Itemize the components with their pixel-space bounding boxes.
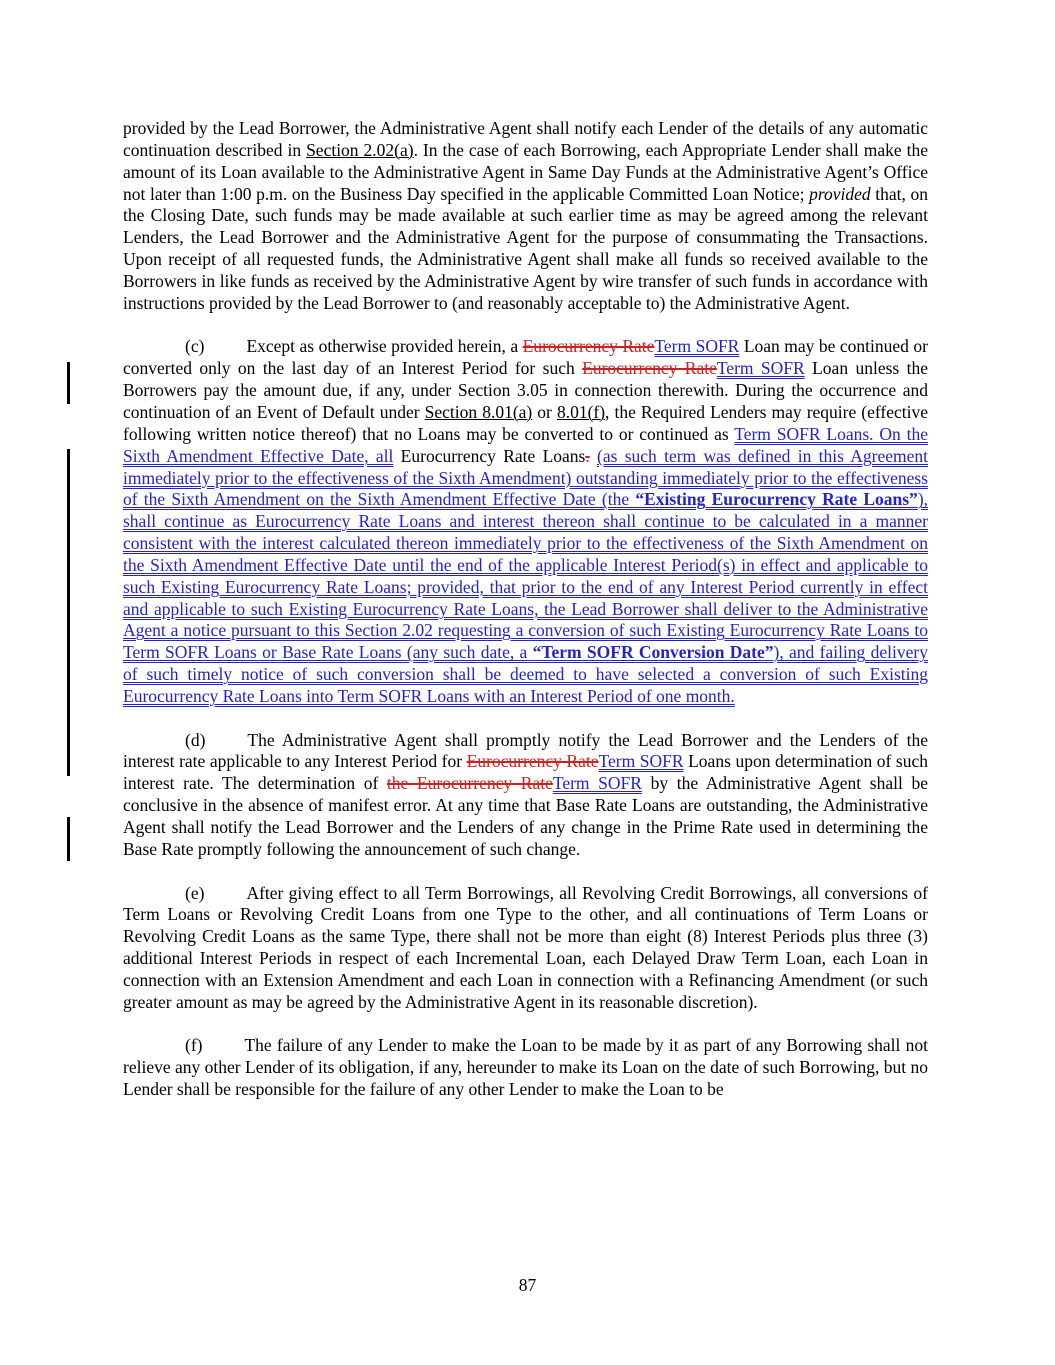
inserted-text: Term SOFR bbox=[598, 751, 684, 772]
body-text: . In the case of each Borrowing, each Appropriate Lender shall make the amount of its Loan available to the Administrative Agent in Same Day Funds at the Administrative Agent’s Office not later than 1:00 p.m. on the Business Day specified in the applicable Committed Loan Notice; bbox=[123, 139, 928, 204]
deleted-text: Eurocurrency Rate bbox=[522, 336, 655, 357]
document-body bbox=[123, 118, 928, 1123]
body-text: The Administrative Agent shall promptly notify the Lead Borrower and the Lenders of the interest rate applicable to any Interest Period for bbox=[123, 729, 928, 772]
body-text: , the Required Lenders may require (effective following written notice thereof) that no Loans may be converted to or continued as bbox=[123, 401, 929, 444]
body-text: provided by the Lead Borrower, the Administrative Agent shall notify each Lender of the details of any automatic continuation described in bbox=[123, 118, 928, 160]
body-text: or bbox=[532, 401, 557, 422]
paragraph-continuation bbox=[123, 118, 928, 315]
deleted-text: the Eurocurrency Rate bbox=[386, 773, 553, 794]
revision-bar-3 bbox=[67, 817, 70, 861]
body-text: Loan unless the Borrowers pay the amount due, if any, under Section 3.05 in connection therewith. During the occurrence and continuation of an Event of Default under bbox=[123, 358, 929, 422]
inserted-text: ), shall continue as Eurocurrency Rate Loans and interest thereon shall continue to be calculated in a manner consistent with the interest calculated thereon immediately prior to the effectiveness of the Sixth Amendment on the Sixth Amendment Effective Date until the end of the applicable Interest Period(s) in effect and applicable to such Existing Eurocurrency Rate Loans; provided, that prior to the end of any Interest Period currently in effect and applicable to such Existing Eurocurrency Rate Loans, the Lead Borrower shall deliver to the Administrative Agent a notice pursuant to this Section 2.02 requesting a conversion of such Existing Eurocurrency Rate Loans to Term SOFR Loans or Base Rate Loans (any such date, a bbox=[123, 489, 929, 663]
body-text: (d) bbox=[185, 729, 206, 750]
inserted-text: (as such term was defined in this Agreement immediately prior to the effectiveness of the Sixth Amendment) outstanding immediately prior to the effectiveness of the Sixth Amendment on the Sixth Amendment Effective Date (the bbox=[123, 445, 928, 510]
body-text: (e) bbox=[185, 882, 205, 903]
inserted-text: Term SOFR Loans. On the Sixth Amendment Effective Date, all bbox=[123, 423, 928, 466]
inserted-text: Term SOFR bbox=[654, 336, 740, 357]
body-text: (c) bbox=[185, 336, 205, 357]
body-text: Loan may be continued or converted only on the last day of an Interest Period for such bbox=[123, 336, 928, 379]
deleted-text: Eurocurrency Rate bbox=[466, 751, 599, 772]
paragraph-d bbox=[123, 730, 928, 861]
body-text: by the Administrative Agent shall be conclusive in the absence of manifest error. At any time that Base Rate Loans are outstanding, the Administrative Agent shall notify the Lead Borrower and the Lenders of any change in the Prime Rate used in determining the Base Rate promptly following the announcement of such change. bbox=[123, 773, 928, 859]
section-reference: Section 8.01(a) bbox=[424, 401, 533, 422]
body-text: Loans upon determination of such interest rate. The determination of bbox=[123, 751, 929, 794]
body-text: Eurocurrency Rate Loans bbox=[393, 445, 586, 466]
deleted-text: Eurocurrency Rate bbox=[582, 358, 717, 379]
body-text: (f) bbox=[185, 1035, 203, 1056]
revision-bar-1 bbox=[67, 362, 70, 404]
inserted-text: Term SOFR bbox=[716, 358, 805, 379]
section-reference: 8.01(f) bbox=[556, 401, 606, 422]
body-text: After giving effect to all Term Borrowings, all Revolving Credit Borrowings, all conversions of Term Loans or Revolving Credit Loans from one Type to the other, and all continuations of Term Loans or Revolving Credit Loans as the same Type, there shall not be more than eight (8) Interest Periods plus three (3) additional Interest Periods in respect of each Incremental Loan, each Delayed Draw Term Loan, each Loan in connection with an Extension Amendment and each Loan in connection with a Refinancing Amendment (or such greater amount as may be agreed by the Administrative Agent in its reasonable discretion). bbox=[123, 882, 928, 1012]
page-number: 87 bbox=[518, 1275, 537, 1295]
revision-bar-2 bbox=[67, 449, 70, 776]
body-text: Except as otherwise provided herein, a bbox=[246, 336, 523, 357]
paragraph-c bbox=[123, 336, 928, 707]
inserted-defined-term: “Term SOFR Conversion Date” bbox=[532, 642, 774, 663]
body-text: that, on the Closing Date, such funds may be made available at such earlier time as may be agreed among the relevant Lenders, the Lead Borrower and the Administrative Agent for the purpose of consummating the Transactions. Upon receipt of all requested funds, the Administrative Agent shall make all funds so received available to the Borrowers in like funds as received by the Administrative Agent by wire transfer of such funds in accordance with instructions provided by the Lead Borrower to (and reasonably acceptable to) the Administrative Agent. bbox=[123, 183, 928, 313]
paragraph-e bbox=[123, 883, 928, 1014]
italic-text: provided bbox=[809, 183, 871, 204]
inserted-text: ), and failing delivery of such timely notice of such conversion shall be deemed to have selected a conversion of such Existing Eurocurrency Rate Loans into Term SOFR Loans with an Interest Period of one month. bbox=[123, 642, 928, 706]
paragraph-f bbox=[123, 1035, 928, 1101]
inserted-text: Term SOFR bbox=[552, 773, 642, 794]
inserted-defined-term: “Existing Eurocurrency Rate Loans” bbox=[635, 489, 918, 510]
body-text: The failure of any Lender to make the Loan to be made by it as part of any Borrowing shall not relieve any other Lender of its obligation, if any, hereunder to make its Loan on the date of such Borrowing, but no Lender shall be responsible for the failure of any other Lender to make the Loan to be bbox=[123, 1035, 928, 1100]
deleted-text: . bbox=[585, 445, 590, 466]
section-reference: Section 2.02(a) bbox=[306, 139, 414, 160]
body-text bbox=[590, 446, 597, 466]
